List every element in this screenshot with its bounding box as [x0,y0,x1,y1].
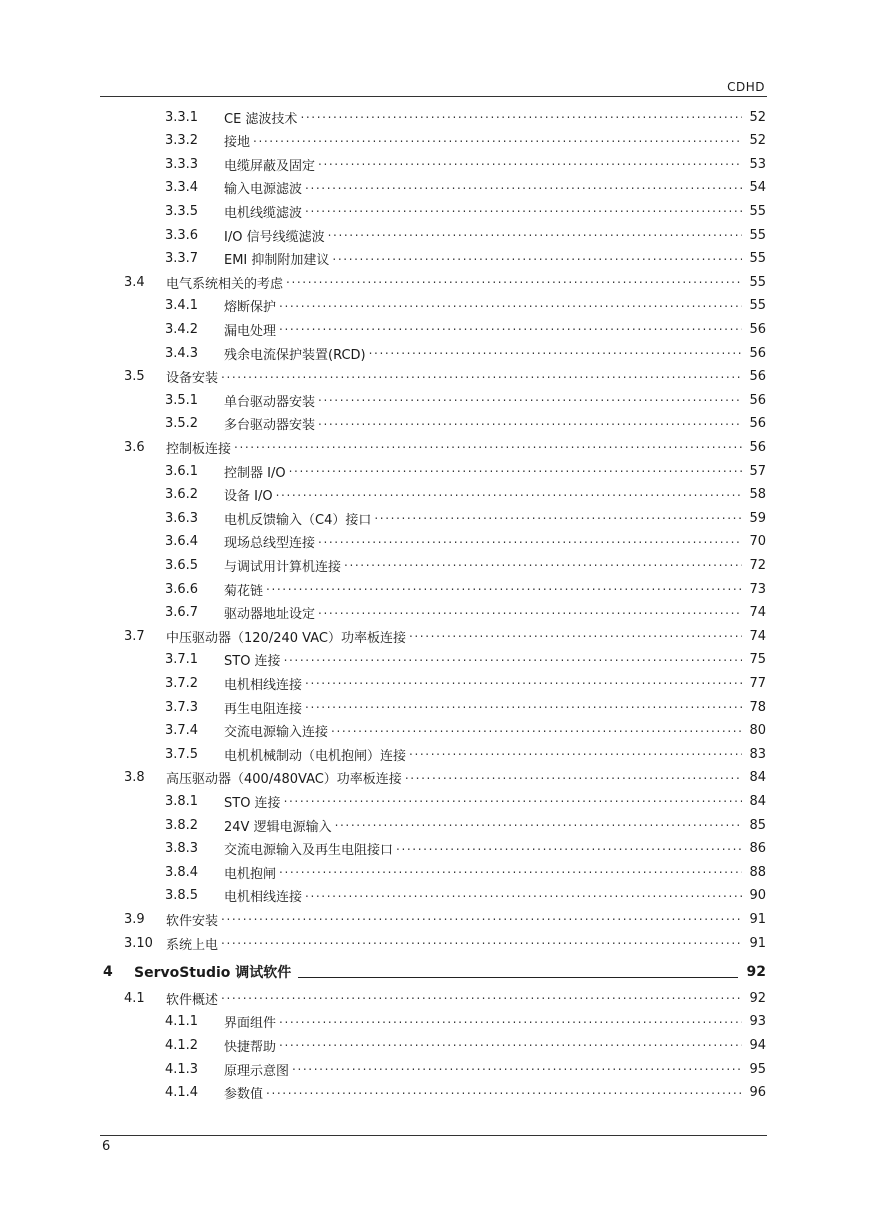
toc-entry-number: 3.6.7 [165,605,199,621]
toc-entry[interactable] [0,838,869,860]
toc-entry-line [224,674,766,693]
toc-entry[interactable] [0,271,869,293]
toc-entry-title: EMI 抑制附加建议 [224,253,330,269]
dot-leader [234,440,742,454]
page-number: 6 [102,1139,111,1154]
dot-leader [318,417,742,431]
toc-entry-title: 高压驱动器（400/480VAC）功率板连接 [166,772,402,788]
toc-entry-number: 3.4.3 [165,345,199,361]
toc-entry-number: 3.6.1 [165,463,199,479]
dot-leader [305,700,742,714]
toc-entry[interactable] [0,200,869,222]
toc-entry-page: 83 [749,746,766,762]
toc-entry-page: 56 [749,369,766,385]
dot-leader [318,606,742,620]
toc-entry-page: 70 [749,534,766,550]
toc-entry-number: 3.5 [124,369,145,385]
toc-entry[interactable] [0,366,869,388]
toc-entry-number: 3.8 [124,770,145,786]
dot-leader [279,865,742,879]
toc-entry-line [224,556,766,575]
toc-entry-line [166,273,766,292]
toc-entry-line [224,131,766,150]
dot-leader [298,965,738,978]
toc-entry-line [224,1060,766,1079]
toc-entry-number: 3.3.1 [165,109,199,125]
toc-entry[interactable] [0,484,869,506]
toc-entry-title: 与调试用计算机连接 [224,559,342,575]
toc-entry-title: 快捷帮助 [224,1039,277,1055]
toc-entry-line [224,745,766,764]
dot-leader [286,275,742,289]
toc-entry[interactable] [0,130,869,152]
toc-entry-page: 57 [749,463,766,479]
toc-entry-title: 控制板连接 [166,441,232,457]
toc-entry-line [224,1083,766,1102]
footer-divider [100,1135,767,1136]
dot-leader [221,936,742,950]
toc-entry-page: 56 [749,345,766,361]
toc-entry[interactable] [0,743,869,765]
dot-leader [221,912,742,926]
toc-entry-number: 3.6.6 [165,581,199,597]
toc-entry-title: 单台驱动器安装 [224,394,316,410]
toc-entry-page: 55 [749,227,766,243]
toc-entry-title: 设备安装 [166,371,219,387]
toc-entry-page: 92 [746,963,766,980]
toc-entry-page: 72 [749,557,766,573]
toc-entry[interactable] [0,460,869,482]
toc-entry-line [224,886,766,905]
header-divider [100,96,767,97]
toc-entry-page: 84 [749,770,766,786]
toc-entry-number: 4 [103,963,113,980]
toc-entry-line [224,414,766,433]
toc-entry-line [166,989,766,1008]
toc-entry-number: 3.6.3 [165,510,199,526]
toc-entry-title: 参数值 [224,1087,264,1103]
toc-entry-title: 交流电源输入及再生电阻接口 [224,843,394,859]
toc-entry[interactable] [0,436,869,458]
toc-entry-number: 3.10 [124,935,153,951]
toc-entry-page: 55 [749,251,766,267]
toc-entry-line [224,603,766,622]
toc-entry-page: 74 [749,628,766,644]
toc-entry-number: 3.3.2 [165,133,199,149]
toc-entry-line [224,108,766,127]
dot-leader [279,322,742,336]
toc-entry-page: 86 [749,841,766,857]
dot-leader [276,488,742,502]
toc-entry-line [224,320,766,339]
dot-leader [318,535,742,549]
toc-entry-page: 56 [749,321,766,337]
toc-entry-number: 3.7.4 [165,723,199,739]
toc-entry-title: 菊花链 [224,583,264,599]
toc-entry[interactable] [0,413,869,435]
toc-entry-title: 现场总线型连接 [224,536,316,552]
toc-entry[interactable] [0,248,869,270]
toc-entry-page: 52 [749,133,766,149]
toc-entry-title: 设备 I/O [224,489,273,505]
toc-entry-title: 多台驱动器安装 [224,418,316,434]
toc-entry-number: 3.4.1 [165,298,199,314]
dot-leader [328,228,742,242]
toc-entry-line [224,1036,766,1055]
toc-entry-number: 3.9 [124,911,145,927]
toc-entry-number: 3.3.3 [165,156,199,172]
toc-entry-line [224,1012,766,1031]
dot-leader [284,794,742,808]
toc-entry-number: 3.6 [124,439,145,455]
toc-entry-number: 3.8.1 [165,793,199,809]
dot-leader [332,252,742,266]
dot-leader [305,889,742,903]
toc-entry-line [224,344,766,363]
toc-entry[interactable] [0,1058,869,1080]
dot-leader [266,582,742,596]
toc-entry-page: 93 [749,1014,766,1030]
dot-leader [266,1086,742,1100]
toc-entry-line [166,627,766,646]
toc-entry-title: 电机机械制动（电机抱闸）连接 [224,748,407,764]
toc-entry-line [224,839,766,858]
toc-entry-page: 91 [749,911,766,927]
dot-leader [279,1015,742,1029]
dot-leader [331,724,742,738]
toc-entry-line [224,816,766,835]
toc-entry[interactable] [0,177,869,199]
toc-entry-page: 77 [749,675,766,691]
toc-entry-number: 3.7.5 [165,746,199,762]
toc-entry[interactable] [0,696,869,718]
toc-entry-line [224,863,766,882]
dot-leader [396,842,742,856]
toc-entry[interactable] [0,885,869,907]
toc-entry-page: 56 [749,416,766,432]
toc-entry-number: 3.6.5 [165,557,199,573]
dot-leader [318,157,742,171]
dot-leader [374,511,742,525]
toc-entry-title: 再生电阻连接 [224,701,303,717]
dot-leader [318,393,742,407]
toc-entry-line [224,580,766,599]
toc-entry-line [224,296,766,315]
toc-entry-number: 3.8.4 [165,864,199,880]
toc-entry-line [224,509,766,528]
toc-entry-page: 92 [749,990,766,1006]
toc-entry[interactable] [0,1011,869,1033]
toc-entry-number: 3.7.2 [165,675,199,691]
toc-entry-title: 原理示意图 [224,1063,290,1079]
running-header: CDHD [727,80,765,94]
toc-entry-title: 电机相线连接 [224,677,303,693]
toc-entry[interactable] [0,1034,869,1056]
toc-entry[interactable] [0,106,869,128]
toc-entry-number: 3.4 [124,274,145,290]
toc-entry[interactable] [0,578,869,600]
toc-entry-number: 3.8.2 [165,817,199,833]
toc-entry-line [224,721,766,740]
toc-entry-number: 3.3.4 [165,180,199,196]
toc-entry-line [224,532,766,551]
toc-entry-number: 3.4.2 [165,321,199,337]
toc-entry[interactable] [0,1082,869,1104]
toc-entry-line [224,155,766,174]
toc-entry[interactable] [0,625,869,647]
toc-entry-title: 熔断保护 [224,300,277,316]
toc-entry-page: 78 [749,699,766,715]
toc-entry[interactable] [0,554,869,576]
toc-entry[interactable] [0,531,869,553]
toc-entry-title: 电气系统相关的考虑 [166,276,284,292]
toc-entry-line [224,485,766,504]
toc-entry[interactable] [0,932,869,954]
dot-leader [409,629,742,643]
dot-leader [409,747,742,761]
toc-entry-line [224,202,766,221]
toc-entry-title: 接地 [224,135,251,151]
toc-entry[interactable] [0,602,869,624]
toc-entry-page: 59 [749,510,766,526]
toc-entry-line [224,698,766,717]
toc-entry-number: 4.1.3 [165,1061,199,1077]
toc-entry-number: 4.1 [124,990,145,1006]
toc-entry-page: 96 [749,1085,766,1101]
toc-entry-number: 3.5.2 [165,416,199,432]
toc-entry-title: 软件概述 [166,992,219,1008]
toc-entry-title: 24V 逻辑电源输入 [224,819,332,835]
dot-leader [305,204,742,218]
toc-entry-number: 3.8.3 [165,841,199,857]
toc-entry-title: 输入电源滤波 [224,182,303,198]
toc-entry-title: 控制器 I/O [224,465,286,481]
toc-entry-line [166,910,766,929]
toc-entry-title: ServoStudio 调试软件 [134,964,292,981]
toc-entry-page: 58 [749,487,766,503]
toc-entry[interactable] [0,861,869,883]
toc-entry-title: 交流电源输入连接 [224,725,329,741]
toc-entry-title: 漏电处理 [224,323,277,339]
toc-entry-number: 3.7.3 [165,699,199,715]
toc-entry-line [224,178,766,197]
toc-entry-title: STO 连接 [224,795,281,811]
toc-entry-title: 界面组件 [224,1016,277,1032]
toc-entry[interactable] [0,153,869,175]
toc-entry-title: 软件安装 [166,913,219,929]
toc-entry-number: 3.7 [124,628,145,644]
toc-entry-number: 3.6.4 [165,534,199,550]
toc-entry[interactable] [0,295,869,317]
toc-entry[interactable] [0,672,869,694]
toc-entry-page: 52 [749,109,766,125]
dot-leader [335,818,742,832]
toc-entry-number: 4.1.2 [165,1037,199,1053]
dot-leader [305,181,742,195]
dot-leader [253,134,742,148]
toc-entry-number: 4.1.4 [165,1085,199,1101]
toc-entry-title: 电机线缆滤波 [224,205,303,221]
toc-entry-page: 80 [749,723,766,739]
dot-leader [279,1038,742,1052]
toc-entry[interactable] [0,318,869,340]
toc-entry-page: 94 [749,1037,766,1053]
toc-entry-line [224,650,766,669]
toc-entry[interactable] [0,767,869,789]
toc-entry-number: 3.8.5 [165,888,199,904]
toc-entry-page: 56 [749,392,766,408]
toc-entry[interactable] [0,961,869,983]
toc-entry-line [166,934,766,953]
toc-entry-page: 75 [749,652,766,668]
dot-leader [221,991,742,1005]
toc-entry[interactable] [0,814,869,836]
toc-entry-page: 74 [749,605,766,621]
toc-entry-line [134,962,766,982]
toc-entry-page: 91 [749,935,766,951]
dot-leader [305,676,742,690]
toc-entry-line [224,462,766,481]
toc-entry-page: 90 [749,888,766,904]
toc-entry-title: I/O 信号线缆滤波 [224,229,325,245]
toc-entry-line [166,367,766,386]
toc-entry-page: 56 [749,439,766,455]
toc-entry[interactable] [0,224,869,246]
dot-leader [300,110,742,124]
toc-entry[interactable] [0,720,869,742]
toc-entry-page: 53 [749,156,766,172]
toc-entry[interactable] [0,790,869,812]
toc-entry-number: 3.3.5 [165,203,199,219]
toc-entry-title: CE 滤波技术 [224,111,298,127]
toc-entry-number: 3.7.1 [165,652,199,668]
toc-entry-line [224,226,766,245]
toc-entry-title: STO 连接 [224,654,281,670]
toc-entry-title: 中压驱动器（120/240 VAC）功率板连接 [166,630,406,646]
toc-entry-page: 88 [749,864,766,880]
toc-entry-title: 残余电流保护装置(RCD) [224,347,366,363]
toc-entry-title: 电机反馈输入（C4）接口 [224,512,372,528]
toc-entry-page: 55 [749,203,766,219]
toc-entry-number: 3.5.1 [165,392,199,408]
toc-entry-page: 95 [749,1061,766,1077]
toc-entry[interactable] [0,389,869,411]
toc-entry-line [224,391,766,410]
toc-entry[interactable] [0,507,869,529]
toc-entry-line [224,249,766,268]
toc-entry-line [166,438,766,457]
toc-entry-page: 73 [749,581,766,597]
toc-entry-title: 电机抱闸 [224,866,277,882]
toc-entry[interactable] [0,649,869,671]
dot-leader [405,771,742,785]
toc-entry-line [166,768,766,787]
toc-entry-page: 55 [749,298,766,314]
toc-entry-title: 电机相线连接 [224,890,303,906]
toc-entry[interactable] [0,342,869,364]
dot-leader [369,346,742,360]
toc-entry-page: 85 [749,817,766,833]
dot-leader [279,299,742,313]
toc-entry-page: 54 [749,180,766,196]
dot-leader [221,370,742,384]
dot-leader [284,653,742,667]
toc-entry-line [224,792,766,811]
toc-entry-title: 电缆屏蔽及固定 [224,158,316,174]
dot-leader [289,464,742,478]
toc-entry-title: 驱动器地址设定 [224,607,316,623]
toc-entry-number: 4.1.1 [165,1014,199,1030]
dot-leader [292,1062,742,1076]
toc-entry-page: 55 [749,274,766,290]
toc-entry[interactable] [0,987,869,1009]
toc-entry-page: 84 [749,793,766,809]
toc-entry-number: 3.6.2 [165,487,199,503]
toc-entry[interactable] [0,908,869,930]
toc-entry-title: 系统上电 [166,937,219,953]
toc-entry-number: 3.3.7 [165,251,199,267]
dot-leader [344,558,742,572]
toc-entry-number: 3.3.6 [165,227,199,243]
